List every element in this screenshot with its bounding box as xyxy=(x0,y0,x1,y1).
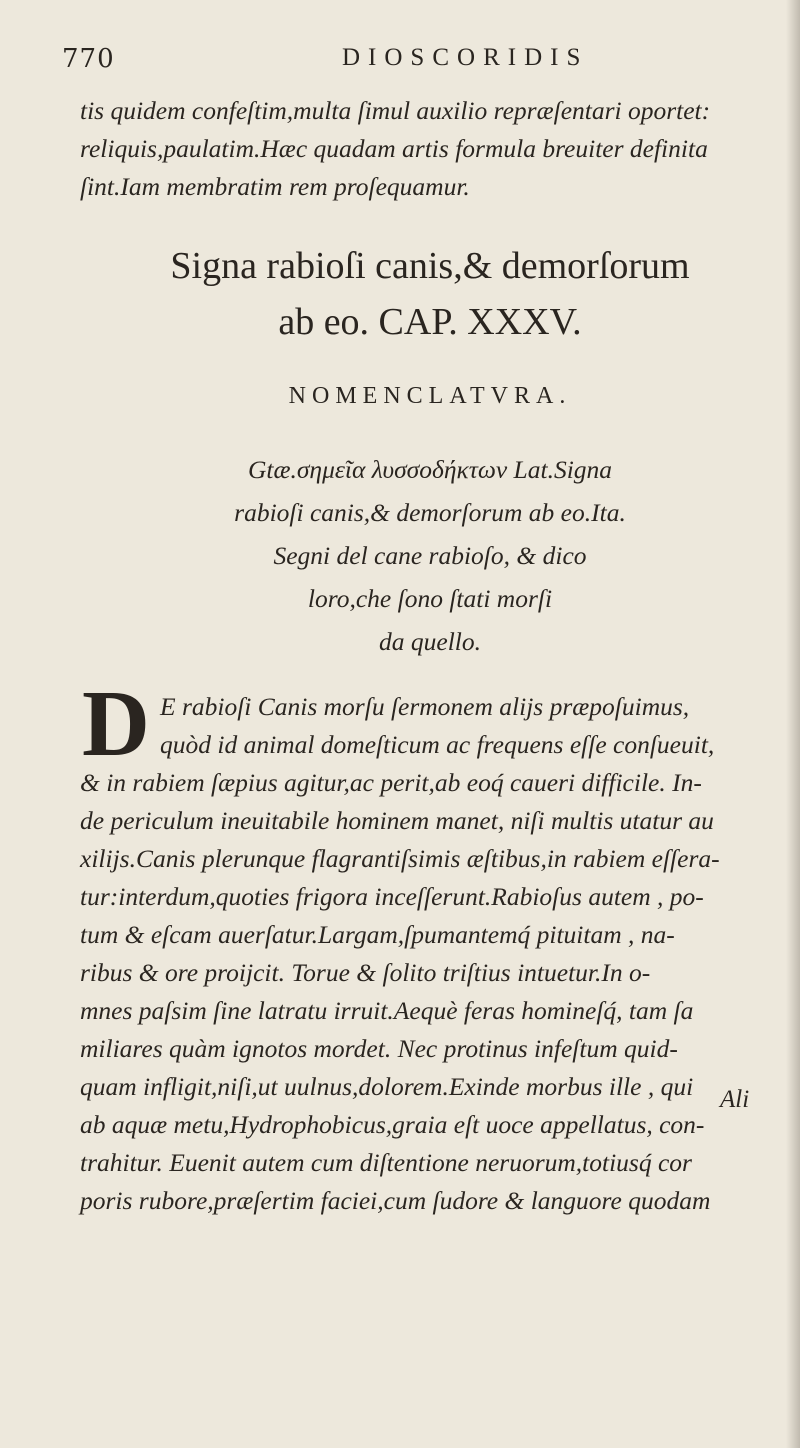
nomen-line: Gtæ.σημεῖα λυσσοδήκτων Lat.Signa xyxy=(247,455,613,484)
page-edge-shadow xyxy=(786,0,800,1448)
nomen-line: da quello. xyxy=(379,627,481,656)
text-line: E rabioſi Canis morſu ſermonem alijs præpoſuimus, xyxy=(160,692,690,721)
text-line: ribus & ore proijcit. Torue & ſolito triſtius intuetur.In o- xyxy=(80,958,651,987)
text-line: trahitur. Euenit autem cum diſtentione neruorum,totiusq́ cor xyxy=(80,1148,692,1177)
nomen-line: rabioſi canis,& demorſorum ab eo.Ita. xyxy=(234,498,626,527)
text-line: reliquis,paulatim.Hæc quadam artis formula breuiter definita xyxy=(80,134,708,163)
drop-cap: D xyxy=(82,672,150,776)
text-line: mnes paſsim ſine latratu irruit.Aequè feras homineſq́, tam ſa xyxy=(80,996,694,1025)
page-header xyxy=(62,44,762,84)
nomenclature-block xyxy=(120,448,740,663)
text-line: tur:interdum,quoties frigora inceſſerunt.Rabioſus autem , po- xyxy=(80,882,704,911)
chapter-title-line: Signa rabioſi canis,& demorſorum xyxy=(170,245,690,287)
intro-paragraph xyxy=(80,92,770,206)
nomen-line: loro,che ſono ſtati morſi xyxy=(307,584,553,613)
text-line: ab aquæ metu,Hydrophobicus,graia eſt uoce appellatus, con- xyxy=(80,1110,705,1139)
nomen-line: Segni del cane rabioſo, & dico xyxy=(273,541,587,570)
catchword: Ali xyxy=(720,1086,750,1113)
body-paragraph xyxy=(80,688,780,1220)
text-line: de periculum ineuitabile hominem manet, niſi multis utatur au xyxy=(80,806,714,835)
chapter-title-line: ab eo. CAP. XXXV. xyxy=(278,301,582,343)
nomenclatura-heading: NOMENCLATVRA. xyxy=(288,383,572,409)
text-line: miliares quàm ignotos mordet. Nec protinus infeſtum quid- xyxy=(80,1034,678,1063)
chapter-title xyxy=(80,238,780,350)
text-line: tum & eſcam auerſatur.Largam,ſpumantemq́ pituitam , na- xyxy=(80,920,675,949)
text-line: tis quidem confeſtim,multa ſimul auxilio repræſentari oportet: xyxy=(80,96,711,125)
text-line: xilijs.Canis plerunque flagrantiſsimis æſtibus,in rabiem eſſera- xyxy=(80,844,720,873)
text-line: quòd id animal domeſticum ac frequens eſſe conſueuit, xyxy=(160,730,715,759)
page-number: 770 xyxy=(62,44,115,74)
text-line: quam infligit,niſi,ut uulnus,dolorem.Exinde morbus ille , qui xyxy=(80,1072,694,1101)
running-head: DIOSCORIDIS xyxy=(342,44,589,71)
text-line: poris rubore,præſertim faciei,cum ſudore & languore quodam xyxy=(80,1186,711,1215)
text-line: ſint.Iam membratim rem proſequamur. xyxy=(80,172,470,201)
text-line: & in rabiem ſæpius agitur,ac perit,ab eoq́ caueri difficile. In- xyxy=(80,768,702,797)
